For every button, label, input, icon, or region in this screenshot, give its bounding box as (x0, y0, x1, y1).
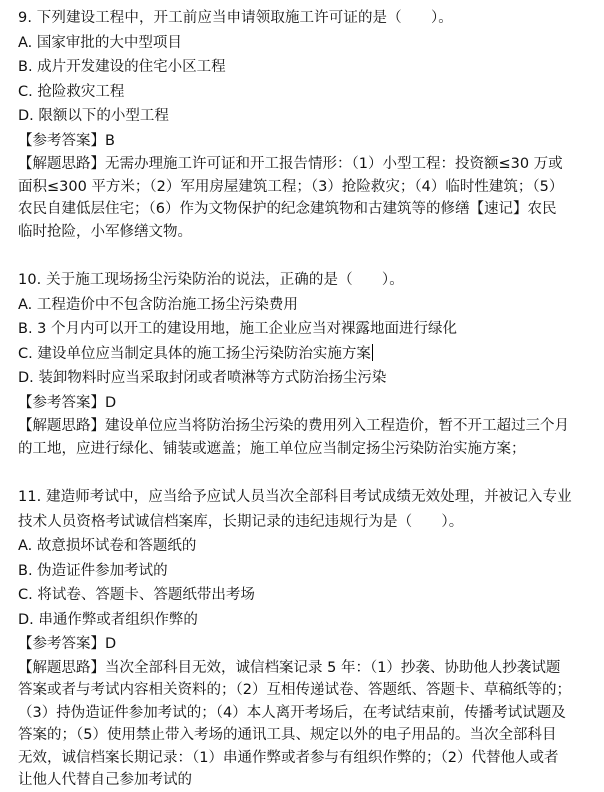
option-c: C. 抢险救灾工程 (18, 83, 125, 100)
text-cursor (372, 344, 374, 361)
analysis-text (18, 415, 588, 460)
reference-answer: 【参考答案】D (18, 394, 117, 411)
question-11 (18, 485, 588, 792)
analysis-line: 的工地，应进行绿化、铺装或遮盖；施工单位应当制定扬尘污染防治实施方案； (18, 440, 526, 457)
option-b: B. 伪造证件参加考试的 (18, 562, 168, 579)
analysis-line: 答案或者与考试内容相关资料的；（2）互相传递试卷、答题纸、答题卡、草稿纸等的； (18, 682, 571, 698)
option-b: B. 成片开发建设的住宅小区工程 (18, 59, 226, 75)
analysis-line: 【解题思路】当次全部科目无效，诚信档案记录 5 年：（1）抄袭、协助他人抄袭试题 (18, 659, 561, 676)
analysis-line: 临时抢险，小军修缮文物。 (18, 223, 192, 240)
option-a: A. 故意损坏试卷和答题纸的 (18, 538, 197, 554)
analysis-text (18, 153, 588, 243)
analysis-line: 面积≤300 平方米；（2）军用房屋建筑工程；（3）抢险救灾；（4）临时性建筑；（5） (18, 178, 564, 195)
question-title (18, 485, 588, 534)
analysis-line: 答案的；（5）使用禁止带入考场的通讯工具、规定以外的电子用品的。当次全部科目 (18, 727, 557, 743)
question-title-line: 11. 建造师考试中，应当给予应试人员当次全部科目考试成绩无效处理，并被记入专业 (18, 489, 572, 505)
option-d: D. 限额以下的小型工程 (18, 108, 169, 124)
question-title: 10. 关于施工现场扬尘污染防治的说法，正确的是（ ）。 (18, 272, 404, 288)
analysis-line: 农民自建低层住宅；（6）作为文物保护的纪念建筑物和古建筑等的修缮【速记】农民 (18, 201, 557, 217)
analysis-line: 【解题思路】建设单位应当将防治扬尘污染的费用列入工程造价，暂不开工超过三个月 (18, 418, 569, 434)
option-c[interactable] (18, 342, 588, 367)
analysis-line: 无效，诚信档案长期记录：（1）串通作弊或者参与有组织作弊的；（2）代替他人或者 (18, 749, 559, 766)
option-c-text: C. 建设单位应当制定具体的施工扬尘污染防治实施方案 (18, 345, 371, 362)
analysis-line: 【解题思路】无需办理施工许可证和开工报告情形：（1）小型工程：投资额≤30 万或 (18, 156, 563, 172)
option-a: A. 国家审批的大中型项目 (18, 34, 182, 51)
option-c: C. 将试卷、答题卡、答题纸带出考场 (18, 587, 255, 603)
question-9 (18, 6, 588, 243)
question-title: 9. 下列建设工程中，开工前应当申请领取施工许可证的是（ ）。 (18, 10, 453, 26)
analysis-line: 让他人代替自己参加考试的 (18, 772, 192, 788)
question-10 (18, 268, 588, 460)
option-a: A. 工程造价中不包含防治施工扬尘污染费用 (18, 296, 298, 313)
analysis-text (18, 657, 588, 792)
option-d: D. 串通作弊或者组织作弊的 (18, 611, 198, 628)
option-d: D. 装卸物料时应当采取封闭或者喷淋等方式防治扬尘污染 (18, 370, 387, 386)
option-b: B. 3 个月内可以开工的建设用地，施工企业应当对裸露地面进行绿化 (18, 321, 457, 337)
reference-answer: 【参考答案】D (18, 636, 117, 652)
analysis-line: （3）持伪造证件参加考试的；（4）本人离开考场后，在考试结束前，传播考试试题及 (18, 704, 566, 721)
question-title-line: 技术人员资格考试诚信档案库，长期记录的违纪违规行为是（ ）。 (18, 513, 464, 530)
reference-answer: 【参考答案】B (18, 132, 115, 149)
